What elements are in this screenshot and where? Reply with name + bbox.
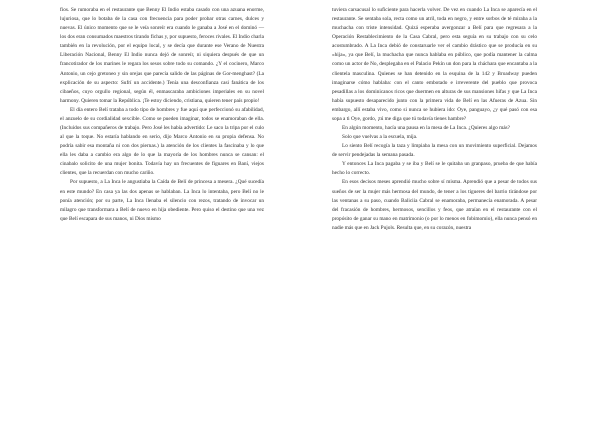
paragraph: En algún momento, hacía una pausa en la mesa de La Inca. ¿Quieres algo más? — [342, 125, 510, 132]
paragraph: El día entero Belí trataba a todo tipo de hombres y fue aquí que perfeccionó su afabilidad, el anzuelo de su cordialidad sexcible. Como se pueden imaginar, todos se enamoraban de ella. (Incluidos sus compañeros de trabajo. Pero José les había advertido: Le saco la tripa por el culo al que la toque. No estaría hablando en serio, dijo Marco Antonio en su propia defensa. No podría sabir esa montaña ni con dos piernas.) la atención de los clientes la fascinaba y lo que ella les daba a cambio era algo de lo que la mayoría de los hombres nunca se cansan: el cinabalo solicito de una mujer bonita. Todavía hay un frecuentes de figuares en Baní, viejos clientes, que la recuerdan con mucho cariño. — [60, 106, 264, 177]
paragraph: Y entonces La Inca pagaba y se iba y Belí se le quitaba un granpaso, prueba de que había hecho lo correcto. — [332, 161, 537, 177]
paragraph: Solo que vuelvas a la escuela, mija. — [342, 134, 418, 141]
paragraph: Por supuesto, a La Inca le angustiaba la Caída de Belí de princesa a mesera. ¿Qué sucedía en este mundo? En casa ya las dos apenas se hablaban. La Inca lo intentaba, pero Belí no le ponía atención; por su parte, La Inca llenaba el silencio con rezos, tratando de invocar un milagro que transformara a Belí de nuevo en hija obediente. Pero quiso el destino que una vez que Belí escapara de sus manos, ni Dios mismo — [60, 179, 264, 222]
paragraph: Lo siento Belí recogía la taza y limpiaba la mesa con un movimiento superficial. Dejamos de servir pendejadas la semana pasada. — [332, 143, 537, 159]
paragraph: fios. Se rumoraba en el restaurante que Benny El Indio estaba casado con una azuana enorme, lujuriosa, que lo botaba de la casa con frecuencia para poder probar otras carnes, dulces y nuevas. El único momento que se le veía sonreír era cuando le ganaba a José en el dominó —los dos eran consumados maestros tirando fichas y, por supuesto, feroces rivales. El Indio charla también en la revolución, por el equipo local, y se decía que durante ese Verano de Nuestra Liberación Nacional, Benny El Indio nunca dejó de sonreír, ni siquiera después de que un francotirador de los marines le regara los sesos sobre todo su comando. ¿Y el cocinero, Marco Antonio, un cejo gretoneo y sin orejas que parecía salido de las páginas de Gor-menghast? (La explicación de su aspecto: Sufrí un accidente.) Tenía una desconfianza casi fanática de los cibaeños, cuyo orgullo regional, según él, enmascaraba ambiciones imperiales en su novel harmony. Quieren tomar la República. ¡Te estoy diciendo, cristiana, quieren tener país propio! — [60, 7, 264, 104]
paragraph: En esos decisos meses aprendió mucho sobre sí misma. Aprendió que a pesar de todos sus sueños de ser la mujer más hermosa del mundo, de tener a los tigueres del barrio tirándose por las ventanas a su paso, cuando Baliciia Cabral se enamoraba, permanecía enamorada. A pesar del fracasión de hombres, hermosos, sencillos y feos, que atraían en el restaurante con el propósito de ganar su mano en matrimonio (o por lo menos en fobimomio), ella nunca pensó en nadie más que en Jack Pujols. Resulta que, en su corazón, nuestra — [332, 179, 537, 231]
paragraph: tuviera carsacusal lo suficiente para hacerla volver. De vez en cuando La Inca se aparecía en el restaurante. Se sentaba sola, recta como un atril, toda en negro, y entre sorbos de té miraba a la muchacha con triste intensidad. Quizá esperaba avergonzar a Belí para que regresara a la Operación Restablecimiento de la Casa Cabral, pero esta seguía en su trabajo con su celo acostumbrado. A La Inca debió de constaruarle ver el cambio drástico que se producía en su «hija», ya que Belí, la muchacha que nunca hablaba en público, que podía mantener la calma como un actor de No, desplegaba en el Palacio Pekín un don para la cháchara que encantaba a la clientela masculina. Quienes se han detenido en la esquina de la 142 y Broadway pueden imaginarse cómo hablaba: con el canto embotado e irreverente del pueblo que provoca pesadillas a los dominicanos ricos que duermen en alturas de sus mansiones hifas y que La Inca había supuesto desaparecido junto con la primera vida de Belí en las Afueras de Azua. Sin embargo, allí estaba vivo, como si nunca se hubiera ido: Oye, panguayo, ¿y qué pasó con esa sopa a ti Oye, gordo, ¡tú me diga que tú todavía tienes hambre? — [332, 7, 537, 122]
right-text-column — [332, 6, 537, 233]
right-page — [300, 0, 600, 425]
left-text-column — [60, 6, 264, 224]
